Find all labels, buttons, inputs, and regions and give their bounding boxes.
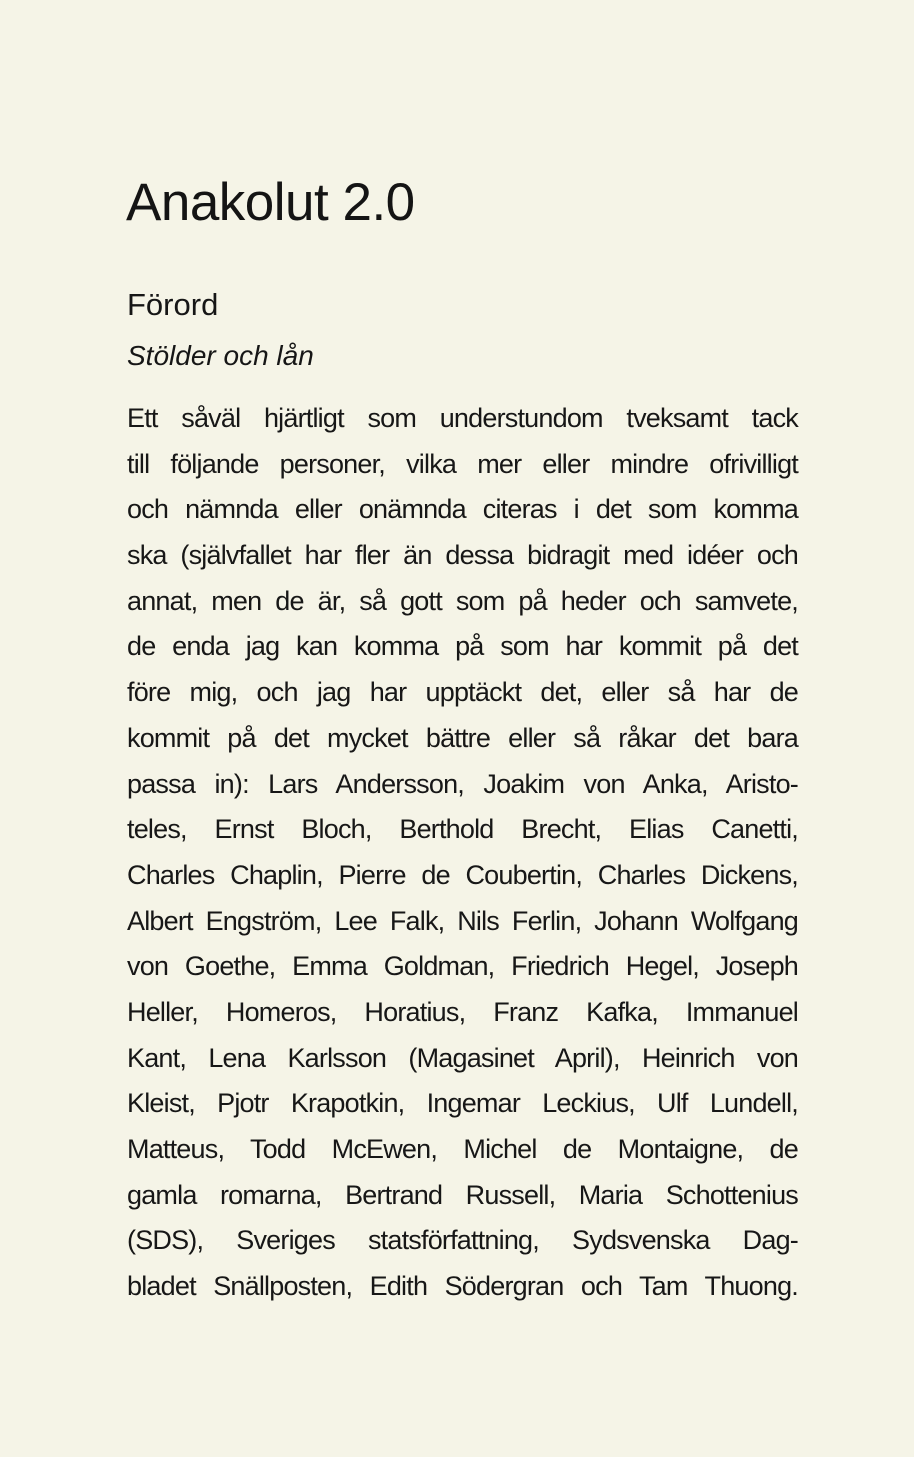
- body-paragraph: [127, 396, 798, 1310]
- subtitle: Stölder och lån: [127, 340, 314, 371]
- body-line: bladet Snällposten, Edith Södergran och Tam Thuong.: [127, 1271, 798, 1302]
- body-line: von Goethe, Emma Goldman, Friedrich Hegel, Joseph: [127, 951, 798, 982]
- body-line: Ett såväl hjärtligt som understundom tveksamt tack: [127, 403, 798, 433]
- body-line: (SDS), Sveriges statsförfattning, Sydsvenska Dag-: [127, 1225, 798, 1256]
- body-line: Kant, Lena Karlsson (Magasinet April), Heinrich von: [127, 1042, 798, 1073]
- body-line: annat, men de är, så gott som på heder och samvete,: [127, 585, 798, 616]
- body-line: Albert Engström, Lee Falk, Nils Ferlin, Johann Wolfgang: [127, 905, 798, 936]
- body-line: passa in): Lars Andersson, Joakim von Anka, Aristo-: [127, 768, 798, 799]
- body-line: kommit på det mycket bättre eller så råkar det bara: [127, 722, 798, 753]
- body-line: och nämnda eller onämnda citeras i det som komma: [127, 494, 798, 525]
- body-line: Heller, Homeros, Horatius, Franz Kafka, Immanuel: [127, 996, 798, 1027]
- body-line: till följande personer, vilka mer eller mindre ofrivilligt: [127, 448, 798, 479]
- body-line: de enda jag kan komma på som har kommit på det: [127, 631, 798, 662]
- body-line: gamla romarna, Bertrand Russell, Maria Schottenius: [127, 1179, 798, 1210]
- body-line: Kleist, Pjotr Krapotkin, Ingemar Leckius, Ulf Lundell,: [127, 1088, 798, 1119]
- body-line: före mig, och jag har upptäckt det, eller så har de: [127, 677, 798, 708]
- section-heading: Förord: [127, 286, 219, 322]
- body-line: Charles Chaplin, Pierre de Coubertin, Charles Dickens,: [127, 859, 798, 890]
- page-title: Anakolut 2.0: [126, 172, 415, 232]
- body-line: ska (självfallet har fler än dessa bidragit med idéer och: [127, 540, 798, 571]
- body-line: teles, Ernst Bloch, Berthold Brecht, Elias Canetti,: [127, 814, 798, 845]
- body-line: Matteus, Todd McEwen, Michel de Montaigne, de: [127, 1134, 798, 1164]
